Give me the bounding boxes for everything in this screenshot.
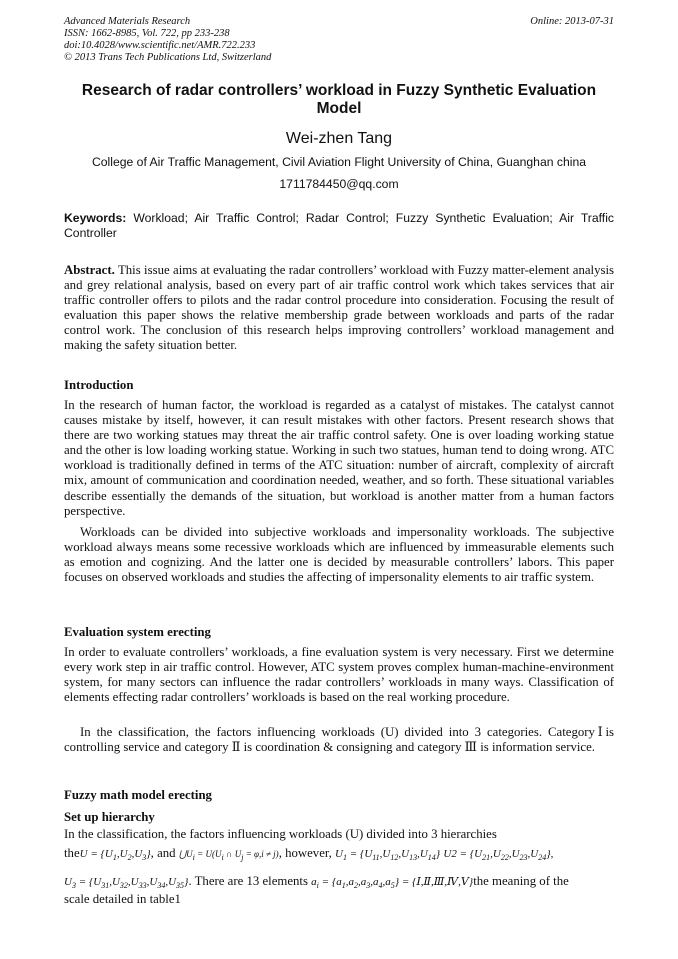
abstract xyxy=(64,263,614,354)
paper-title: Research of radar controllers’ workload in Fuzzy Synthetic Evaluation Model xyxy=(81,82,597,117)
subsection-heading-hierarchy: Set up hierarchy xyxy=(64,810,155,824)
copyright-line: © 2013 Trans Tech Publications Ltd, Switzerland xyxy=(64,52,272,63)
math-union-expression: $⋃U_i = U(U_i$ ∩ $U_j = \varphi,i \ne j$) xyxy=(178,849,279,862)
author-name: Wei-zhen Tang xyxy=(285,130,393,147)
evaluation-paragraph-1: In order to evaluate controllers’ workloads, a fine evaluation system is very necessary. First we determine every work step in air traffic control. However, ATC system proves complex human-machine-environment system, for many sectors can influence the radar controllers’ workloads in many ways. Classification of elements effecting radar controllers’ workloads is based on the real working procedure. xyxy=(64,645,614,705)
text-meaning: the meaning of the xyxy=(473,874,569,888)
hierarchy-line-1: In the classification, the factors influencing workloads (U) divided into 3 hierarchies xyxy=(64,827,497,841)
math-u1-set: $U_1 = \{U_{11},U_{12},U_{13},U_{14}\}$ xyxy=(335,848,441,863)
math-u-set: $U = \{U_1,U_2,U_3\}$ xyxy=(79,848,151,863)
math-scale-set: $a_i = \{a_1,a_2,a_3,a_4,a_5\}$ = {Ⅰ,Ⅱ,Ⅲ,Ⅳ,Ⅴ} xyxy=(311,876,474,891)
hierarchy-line-4: scale detailed in table1 xyxy=(64,892,181,906)
issn-line: ISSN: 1662-8985, Vol. 722, pp 233-238 xyxy=(64,28,230,39)
doi-line: doi:10.4028/www.scientific.net/AMR.722.233 xyxy=(64,40,256,51)
abstract-text: This issue aims at evaluating the radar controllers’ workload with Fuzzy matter-element analysis and grey relational analysis, based on every part of air traffic control work which takes services that air traffic controller offers to pilots and the radar control procedure into consideration. Focusing the result of evaluation this paper shows the relative membership grade between workloads and parts of the radar control work. The conclusion of this research helps improving controllers’ workload management and making the safety situation better. xyxy=(64,263,614,353)
keywords-label: Keywords: xyxy=(64,211,127,225)
abstract-label: Abstract. xyxy=(64,263,115,277)
intro-paragraph-2: Workloads can be divided into subjective workloads and impersonality workloads. The subjective workload always means some recessive workloads which are influenced by immeasurable elements such as emotion and cognizing. And the latter one is decided by measurable controllers’ labors. This paper focuses on observed workloads and studies the affecting of impersonality elements to air traffic system. xyxy=(64,525,614,585)
section-heading-introduction: Introduction xyxy=(64,378,134,392)
online-date: Online: 2013-07-31 xyxy=(530,16,614,27)
keywords xyxy=(64,211,614,241)
section-heading-fuzzy-model: Fuzzy math model erecting xyxy=(64,788,212,802)
text-however: , however, xyxy=(278,846,332,860)
author-email: 1711784450@qq.com xyxy=(279,177,399,191)
text-elements: . There are 13 elements xyxy=(188,874,308,888)
text-the: the xyxy=(64,846,80,860)
text-and: , and xyxy=(150,846,176,860)
math-u3-set: $U_3 = \{U_{31},U_{32},U_{33},U_{34},U_{35}\}$ xyxy=(64,876,189,891)
math-u2-set: $U2 = \{U_{21},U_{22},U_{23},U_{24}\}$, xyxy=(443,848,554,863)
journal-name: Advanced Materials Research xyxy=(64,16,191,27)
evaluation-paragraph-2: In the classification, the factors influencing workloads (U) divided into 3 categories. CategoryⅠis controlling service and category Ⅱ is coordination & consigning and category Ⅲ is information service. xyxy=(64,725,614,755)
journal-header xyxy=(64,16,614,64)
hierarchy-line-3 xyxy=(64,874,614,893)
keywords-text: Workload; Air Traffic Control; Radar Control; Fuzzy Synthetic Evaluation; Air Traffic Controller xyxy=(64,211,614,240)
intro-paragraph-1: In the research of human factor, the workload is regarded as a catalyst of mistakes. The catalyst cannot causes mistake by itself, however, it can result mistakes with other factors. Present research shows that there are two working statues may threat the air traffic control safety. One is over loading working statue and the other is low loading working statue. Working in such two statues, human tend to doing wrong. ATC workload is traditionally defined in terms of the ATC situation: number of aircraft, complexity of aircraft mix, amount of communication and coordination needed, weather, and so forth. These situational variables describe essentially the demands of the situation, but workload is another matter from a human factors perspective. xyxy=(64,398,615,518)
section-heading-evaluation: Evaluation system erecting xyxy=(64,625,211,639)
hierarchy-line-2 xyxy=(64,846,614,865)
affiliation: College of Air Traffic Management, Civil Aviation Flight University of China, Guanghan china xyxy=(91,155,587,169)
